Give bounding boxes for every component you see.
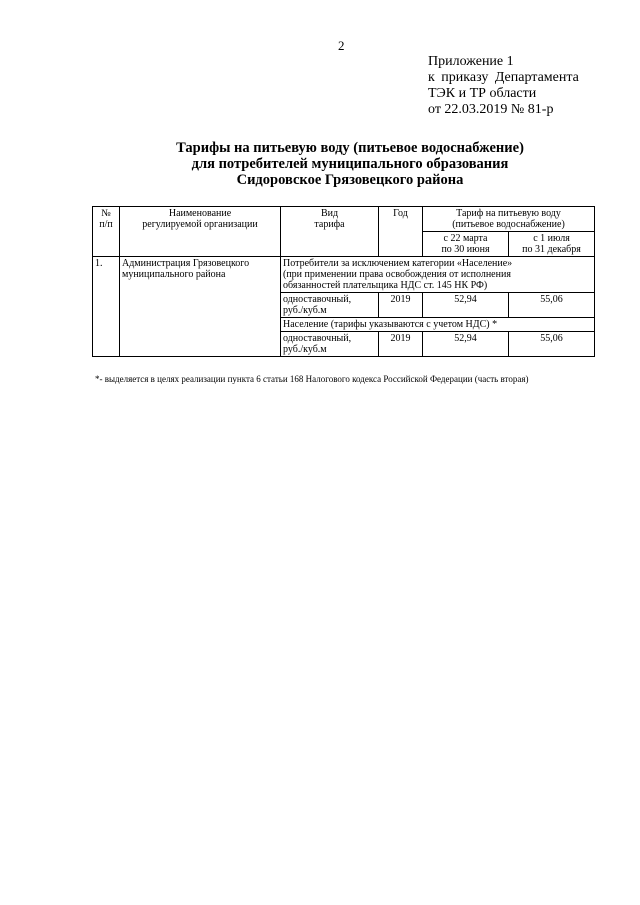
row-organization: Администрация Грязовецкого муниципального района bbox=[120, 257, 281, 357]
tariff-value-period-2: 55,06 bbox=[509, 293, 595, 318]
appendix-block bbox=[428, 54, 628, 118]
title-line: Сидоровское Грязовецкого района bbox=[236, 172, 464, 188]
title-line: для потребителей муниципального образования bbox=[191, 156, 509, 172]
appendix-line: ТЭК и ТР области bbox=[428, 86, 537, 101]
tariff-value-period-1: 52,94 bbox=[423, 293, 509, 318]
tariff-type-cell: одноставочный, руб./куб.м bbox=[281, 293, 379, 318]
tariff-table bbox=[92, 206, 595, 357]
consumer-group-label: Население (тарифы указываются с учетом НДС) * bbox=[281, 318, 595, 332]
header-number: № п/п bbox=[93, 207, 120, 257]
footnote: *- выделяется в целях реализации пункта 6 статьи 168 Налогового кодекса Российской Федерации (часть вторая) bbox=[95, 374, 529, 384]
tariff-value-period-1: 52,94 bbox=[423, 332, 509, 357]
table-header-row bbox=[93, 207, 595, 232]
tariff-value-period-2: 55,06 bbox=[509, 332, 595, 357]
consumer-group-label: Потребители за исключением категории «Население» (при применении права освобождения от исполнения обязанностей плательщика НДС ст. 145 НК РФ) bbox=[281, 257, 595, 293]
header-tariff-type: Вид тарифа bbox=[281, 207, 379, 257]
appendix-line: от 22.03.2019 № 81-р bbox=[428, 102, 554, 117]
appendix-line: Приложение 1 bbox=[428, 54, 514, 69]
page-number: 2 bbox=[338, 38, 345, 53]
year-cell: 2019 bbox=[379, 332, 423, 357]
table-row bbox=[93, 257, 595, 293]
row-number: 1. bbox=[93, 257, 120, 357]
year-cell: 2019 bbox=[379, 293, 423, 318]
header-organization: Наименование регулируемой организации bbox=[120, 207, 281, 257]
header-tariff: Тариф на питьевую воду (питьевое водоснабжение) bbox=[423, 207, 595, 232]
header-year: Год bbox=[379, 207, 423, 257]
document-title bbox=[60, 140, 640, 188]
appendix-line: к приказу Департамента bbox=[428, 70, 579, 85]
tariff-type-cell: одноставочный, руб./куб.м bbox=[281, 332, 379, 357]
title-line: Тарифы на питьевую воду (питьевое водоснабжение) bbox=[176, 140, 524, 156]
header-period-2: с 1 июля по 31 декабря bbox=[509, 232, 595, 257]
header-period-1: с 22 марта по 30 июня bbox=[423, 232, 509, 257]
